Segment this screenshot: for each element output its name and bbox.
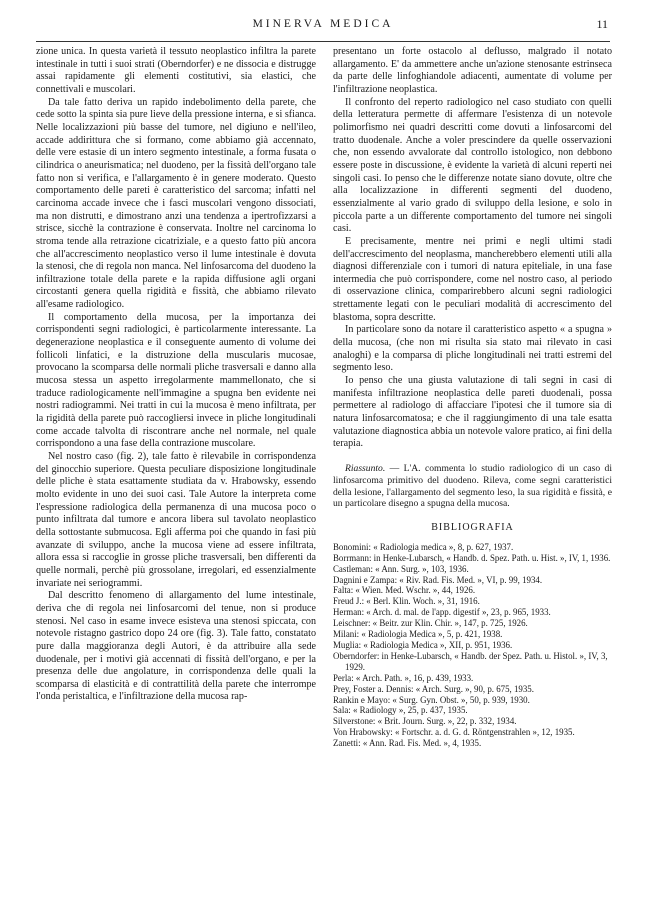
right-column bbox=[333, 46, 612, 749]
bibliography-entry: Falta: « Wien. Med. Wschr. », 44, 1926. bbox=[333, 585, 476, 596]
bibliography-entry: Bonomini: « Radiologia medica », 8, p. 627, 1937. bbox=[333, 541, 514, 552]
paragraph: Il confronto del reperto radiologico nel caso studiato con quelli della letteratura permette di affermare l'esistenza di un notevole polimorfismo nei quadri descritti come dovuti a linfosarcomi del tratto duodenale. Anche a voler prescindere da quelle osservazioni che, non essendo avvalorate dal controllo istologico, non debbono essere poste in discussione, è evidente la varietà di alcuni reperti nei singoli casi. Io penso che le differenze notate siano dovute, oltre che alla localizzazione in differenti segmenti del duodeno, essenzialmente al vario grado di sviluppo della lesione, e solo in piccola parte a un differente comportamento del tumore nei singoli casi. bbox=[333, 96, 612, 235]
page-number: 11 bbox=[596, 17, 608, 31]
paragraph: In particolare sono da notare il caratteristico aspetto « a spugna » della mucosa, (che non mi risulta sia stato mai rilevato in casi analoghi) e la comparsa di pliche longitudinali nei tratti estremi del segmento leso. bbox=[333, 324, 612, 374]
paragraph: E precisamente, mentre nei primi e negli ultimi stadi dell'accrescimento del neoplasma, mancherebbero elementi utili alla diagnosi differenziale con i tumori di natura epiteliale, in una fase intermedia che può corrispondere, come nel nostro caso, al periodo di osservazione clinica, comparirebbero alcuni segni radiologici strettamente legati con le peculiari modalità di accrescimento del blastoma, sopra descritte. bbox=[333, 235, 612, 323]
bibliography-entry: Silverstone: « Brit. Journ. Surg. », 22, p. 332, 1934. bbox=[333, 716, 517, 727]
paragraph: Da tale fatto deriva un rapido indebolimento della parete, che cede sotto la spinta sia pure lieve della pressione interna, e si sfianca. Nelle localizzazioni più basse del tumore, nel digiuno e nell'ileo, accade addirittura che si formano, come abbiamo già accennato, delle vere estasie di un intero segmento intestinale, a forma fusata o cilindrica o aneurismatica; nel duodeno, per la fissità dell'organo tale fatto non si verifica, e l'allargamento è in genere moderato. Questo comportamento delle pareti è caratteristico del sarcoma; infatti nel carcinoma accade invece che i fasci muscolari vengono dissociati, ma non distrutti, e dimostrano anzi una tendenza a ipertrofizzarsi a strisce, sicchè la contrazione è conservata. Inoltre nel carcinoma lo stroma tende alla retrazione cicatriziale, e a questo fatto più ancora che all'accrescimento neoplastico verso il lume intestinale è dovuta la stenosi, che di regola non manca. Nel linfosarcoma del duodeno la infiltrazione totale della parete e la rapida diffusione agli organi circostanti genera quella rigidità e fissità, che abbiamo rilevato all'esame radiologico. bbox=[36, 96, 316, 311]
running-title: MINERVA MEDICA bbox=[252, 18, 394, 30]
bibliography-entry: Dagnini e Zampa: « Riv. Rad. Fis. Med. », VI, p. 99, 1934. bbox=[333, 574, 543, 585]
bibliography-entry: Muglia: « Radiologia Medica », XII, p. 951, 1936. bbox=[333, 640, 513, 650]
bibliography-list bbox=[333, 542, 612, 749]
paragraph: Nel nostro caso (fig. 2), tale fatto è rilevabile in corrispondenza del ginocchio superiore. Questa peculiare disposizione longitudinale delle pliche è stata esattamente studiata da v. Hrabowsky, essendo molto evidente in uno dei suoi casi. Tale Autore la interpreta come l'espressione radiologica della permanenza di una mucosa poco o punto infiltrata dal tumore e ancora libera sul tavolato neoplastico della sottostante submucosa. Egli afferma poi che quando in fasi più avanzate di sviluppo, anche la mucosa viene ad essere infiltrata, allora essa si raccoglie in grosse pliche trasversali, ben differenti da quelle normali, perchè più grossolane, irregolari, ed essenzialmente invariate nei seriogrammi. bbox=[36, 451, 316, 589]
paragraph: Dal descritto fenomeno di allargamento del lume intestinale, deriva che di regola nei linfosarcomi del tenue, non si produce stenosi. Nel caso in esame invece esisteva una stenosi spiccata, con notevole ristagno gastrico dopo 24 ore (fig. 3). Tale fatto, constatato pure dalla maggioranza degli Autori, è da attribuire alla sede duodenale, per i motivi già accennati di fissità dell'organo, e per la presenza delle due angolature, in corrispondenza delle quali la scomparsa di elasticità e di contrattilità della parete che interrompe l'onda peristaltica, e l'infiltrazione della mucosa rap- bbox=[36, 590, 316, 703]
summary-lead: Riassunto. bbox=[345, 463, 386, 474]
bibliography-entry: Prey, Foster a. Dennis: « Arch. Surg. », 90, p. 675, 1935. bbox=[333, 683, 534, 694]
paragraph: presentano un forte ostacolo al deflusso, malgrado il notato allargamento. E' da ammettere anche un'azione stenosante estrinseca da parte delle linfoghiandole adiacenti, aumentate di volume per l'infiltrazione neoplastica. bbox=[333, 46, 612, 95]
paragraph: zione unica. In questa varietà il tessuto neoplastico infiltra la parete intestinale in tutti i suoi strati (Oberndorfer) e ne dissocia e distrugge assai rapidamente gli elementi costitutivi, sia elastici, che connettivali e muscolari. bbox=[36, 46, 316, 95]
bibliography-title: BIBLIOGRAFIA bbox=[431, 522, 514, 534]
bibliography-entry: Borrmann: in Henke-Lubarsch, « Handb. d. Spez. Path. u. Hist. », IV, 1, 1936. bbox=[333, 552, 611, 563]
bibliography-entry: Freud J.: « Berl. Klin. Woch. », 31, 1916. bbox=[333, 596, 480, 607]
summary bbox=[333, 463, 612, 510]
paragraph: Io penso che una giusta valutazione di tali segni in casi di manifesta infiltrazione neoplastica delle pareti duodenali, possa permettere al radiologo di affacciare l'ipotesi che il tumore sia di natura linfosarcomatosa; e che il raggiungimento di una tale esatta valutazione diagnostica abbia un notevole valore pratico, ai fini della terapia. bbox=[333, 375, 612, 450]
bibliography-entry: Milani: « Radiologia Medica », 5, p. 421, 1938. bbox=[333, 629, 503, 640]
header-rule bbox=[36, 41, 610, 42]
bibliography-entry: Leischner: « Beitr. zur Klin. Chir. », 147, p. 725, 1926. bbox=[333, 618, 528, 629]
bibliography-entry: Von Hrabowsky: « Fortschr. a. d. G. d. Röntgenstrahlen », 12, 1935. bbox=[333, 727, 575, 738]
bibliography-entry: Zanetti: « Ann. Rad. Fis. Med. », 4, 1935. bbox=[333, 738, 482, 749]
bibliography-entry: Oberndorfer: in Henke-Lubarsch, « Handb. der Spez. Path. u. Histol. », IV, 3, 1929. bbox=[333, 650, 608, 672]
bibliography-entry: Rankin e Mayo: « Surg. Gyn. Obst. », 50, p. 939, 1930. bbox=[333, 694, 530, 705]
bibliography-entry: Sala: « Radiology », 25, p. 437, 1935. bbox=[333, 705, 468, 716]
bibliography-entry: Herman: « Arch. d. mal. de l'app. digestif », 23, p. 965, 1933. bbox=[333, 607, 551, 618]
bibliography-entry: Perla: « Arch. Path. », 16, p. 439, 1933. bbox=[333, 672, 474, 683]
paragraph: Il comportamento della mucosa, per la importanza dei corrispondenti segni radiologici, è particolarmente interessante. La degenerazione neoplastica e il conseguente aumento di volume dei follicoli linfatici, e la distruzione della muscularis mucosae, provocano la scomparsa delle normali pliche trasversali e danno alla mucosa stessa un aspetto irregolarmente mammellonato, che si traduce radiologicamente nell'immagine a spugna ben evidente nei nostri radiogrammi. Nei tratti in cui la mucosa è meno infiltrata, per la rigidità della parete può raccogliersi invece in pliche longitudinali come accade talvolta di riscontrare anche nel normale, nel quale corrispondono a una fase della contrazione muscolare. bbox=[36, 311, 316, 450]
page-header bbox=[36, 14, 610, 36]
summary-text: — L'A. commenta lo studio radiologico di un caso di linfosarcoma primitivo del duodeno. Rileva, come segni caratteristici della lesione, l'allargamento del segmento leso, la sua rigidità e fissità, e un particolare disegno a spugna della mucosa. bbox=[333, 463, 612, 510]
left-column bbox=[36, 46, 316, 704]
bibliography-entry: Castleman: « Ann. Surg. », 103, 1936. bbox=[333, 563, 469, 574]
